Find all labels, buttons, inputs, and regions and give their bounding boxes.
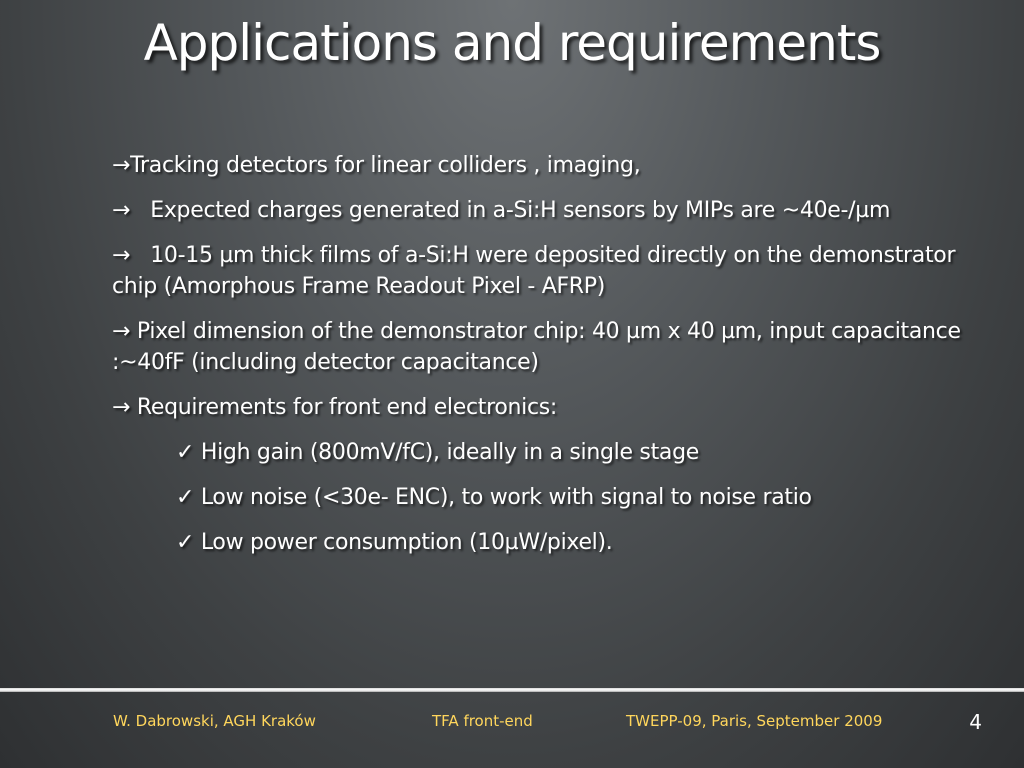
page-number: 4 [969, 710, 982, 734]
checkmark-icon: ✓ [176, 530, 195, 555]
requirement-item [176, 527, 972, 558]
requirement-text: Low power consumption (10µW/pixel). [200, 530, 613, 555]
slide-body [112, 150, 972, 572]
bullet-item [112, 240, 972, 302]
bullet-text: Pixel dimension of the demonstrator chip: 40 µm x 40 µm, input capacitance :~40fF (including detector capacitance) [112, 319, 961, 375]
requirement-text: Low noise (<30e- ENC), to work with signal to noise ratio [200, 485, 812, 510]
bullet-item [112, 150, 972, 181]
footer-event: TWEPP-09, Paris, September 2009 [626, 712, 883, 730]
requirement-item [176, 437, 972, 468]
bullet-text: 10-15 µm thick films of a-Si:H were deposited directly on the demonstrator chip (Amorphous Frame Readout Pixel - AFRP) [112, 243, 956, 299]
footer-divider [0, 688, 1024, 692]
requirement-text: High gain (800mV/fC), ideally in a single stage [200, 440, 699, 465]
bullet-item [112, 316, 972, 378]
checkmark-icon: ✓ [176, 440, 195, 465]
footer-topic: TFA front-end [432, 712, 533, 730]
bullet-text: Tracking detectors for linear colliders , imaging, [130, 153, 641, 178]
arrow-icon: → [112, 243, 131, 268]
arrow-icon: → [112, 319, 131, 344]
checkmark-icon: ✓ [176, 485, 195, 510]
footer-author: W. Dabrowski, AGH Kraków [113, 712, 316, 730]
bullet-text: Expected charges generated in a-Si:H sensors by MIPs are ~40e-/µm [150, 198, 891, 223]
arrow-icon: → [112, 153, 131, 178]
slide-title: Applications and requirements [143, 14, 881, 72]
arrow-icon: → [112, 198, 131, 223]
bullet-item [112, 195, 972, 226]
arrow-icon: → [112, 395, 131, 420]
bullet-text: Requirements for front end electronics: [136, 395, 558, 420]
requirement-item [176, 482, 972, 513]
bullet-item [112, 392, 972, 423]
